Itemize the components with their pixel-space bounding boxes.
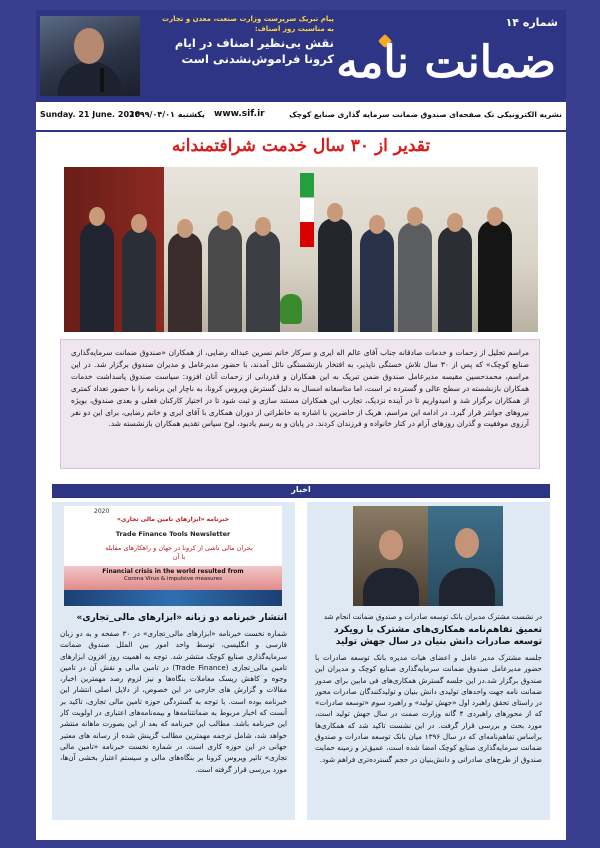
person-head [89, 207, 105, 226]
person-head [407, 207, 423, 226]
person-head [217, 211, 233, 230]
plant-icon [280, 294, 302, 324]
minister-photo [40, 16, 140, 96]
person-figure [438, 226, 472, 332]
header-news-line1: پیام تبریک سرپرست وزارت صنعت، معدن و تجارت [162, 15, 334, 23]
person-figure [360, 228, 394, 332]
person-head [327, 203, 343, 222]
right-article-kicker: در نشست مشترک مدیران بانک توسعه صادرات و صندوق ضمانت انجام شد [323, 613, 542, 621]
person-head [369, 215, 385, 234]
article-column-left [52, 502, 295, 820]
newsletter-page [36, 10, 566, 840]
left-article-title[interactable]: انتشار خبرنامه دو زبانه «ابزارهای مالی_تجاری» [76, 613, 287, 623]
date-english: Sunday. 21 June. 2020 [40, 110, 141, 119]
masthead [36, 10, 566, 102]
main-headline: تقدیر از ۳۰ سال خدمت شرافتمندانه [171, 136, 431, 156]
website-link[interactable]: www.sif.ir [214, 109, 265, 119]
newsletter-tagline: نشریه الکترونیکی تک صفحه‌ای صندوق ضمانت سرمایه گذاری صنایع کوچک [289, 110, 562, 119]
cover-subtitle-en-1: Financial crisis in the world resulted from [102, 568, 244, 575]
executives-photo[interactable] [353, 506, 503, 606]
photo-figure-head [74, 28, 104, 64]
ceremony-group-photo [64, 167, 538, 332]
executive-head [455, 528, 479, 558]
right-article-title[interactable]: تعمیق تفاهم‌نامه همکاری‌های مشترک با رویکرد توسعه صادرات دانش بنیان در سال جهش تولید [333, 625, 542, 647]
person-figure [246, 230, 280, 332]
news-section-bar [52, 484, 550, 498]
flag-icon [300, 173, 314, 247]
person-head [131, 214, 147, 233]
header-news-headline: نقش بی‌نظیر اصناف در ایام کرونا فراموش‌نشدنی است [174, 36, 334, 66]
executive-body [439, 568, 495, 606]
intro-article-text: مراسم تجلیل از زحمات و خدمات صادقانه جناب آقای عالم اله ایری و سرکار خانم نسرین عبداله رضایی، از همکاران «صندوق ضمانت سرمایه‌گذاری صنایع کوچک» که پس از ۳۰ سال تلاش خستگی ناپذیر، به افتخار بازنشستگی نائل آمدند، با حضور مدیرعامل و مدیران صندوق برگزار شد. در این مراسم، محمدحسین مقیسه مدیرعامل صندوق ضمن تبریک به این همکاران و قدردانی از زحمات آنان افزود: سیاست صندوق پاسداشت خدمات همکاران بازنشسته در سطح عالی و گسترده تر است، اما متاسفانه امسال به دلیل گسترش ویروس کرونا، به ناچار این برنامه را با حضور تعداد کمتری از همکاران برگزار شد و امیدواریم تا در آینده نزدیک، تجارب این همکاران مستند سازی و ثبت شود تا در اختیار کارکنان فعلی و بعدی صندوق، بویژه نیروهای جوانتر قرار گیرد. در ادامه این مراسم، هریک از حاضرین با اشاره به خاطراتی از دوران همکاری با آقای ایری و خانم رضایی، برای این دو نفر آرزوی موفقیت و گذران روزهای آرام در کنار خانواده و فرزندان کردند. در پایان و به رسم یادبود، لوح سپاس تقدیم همکاران بازنشسته شد. [60, 339, 540, 469]
microphone-icon [100, 68, 104, 92]
person-head [255, 217, 271, 236]
cover-subtitle-fa: بحران مالی ناشی از کرونا در جهان و راهکارهای مقابله با آن [105, 544, 253, 561]
date-persian: یکشنبه ۱۳۹۹/۰۴/۰۱ [130, 110, 205, 119]
left-article-text: شماره نخست خبرنامه «ابزارهای مالی_تجاری» در ۳۰ صفحه و به دو زبان فارسی و انگلیسی، توسط واحد امور بین الملل صندوق ضمانت سرمایه‌گذاری صنایع کوچک منتشر شد. توجه به اهمیت روز افزون ابزارهای تامین مالی_تجاری (Trade Finance) در تامین مالی و نقش آن در تامین وجوه و کاهش ریسک معاملات بنگاه‌ها و نیز لزوم رصد مهمترین اخبار، مقالات و گزارش های خارجی در این خصوص، از دلایل اصلی انتشار این خبرنامه بوده است. با توجه به گستردگی حوزه تامین مالی تجاری، تاکید بر آنست که اخبار مربوط به ضمانتنامه‌ها و بیمه‌نامه‌های اعتباری در اولویت کار این خبرنامه باشد. مطالب این خبرنامه که بعد از این بصورت ماهانه منتشر خواهد شد، شامل ترجمه مهمترین مطالب گزینش شده از رسانه های معتبر جهانی در این حوزه کاری است. در شماره نخست خبرنامه «تامین مالی تجاری» تاثیر ویروس کرونا بر بنگاه‌های مالی و سیستم اعتبار بخشی آن‌ها، مورد بررسی قرار گرفته است. [60, 629, 287, 774]
cover-stock-board [64, 590, 282, 606]
header-news-line2: به مناسبت روز اصناف: [254, 25, 334, 33]
news-section-label: اخبار [291, 485, 311, 494]
person-head [447, 213, 463, 232]
person-figure [168, 232, 202, 332]
article-column-right [307, 502, 550, 820]
trade-finance-newsletter-cover[interactable] [64, 506, 282, 606]
cover-subtitle-en-2: Corona Virus & impulsive measures [124, 576, 222, 582]
person-figure [318, 218, 352, 332]
cover-title-en: Trade Finance Tools Newsletter [115, 530, 231, 538]
person-head [177, 219, 193, 238]
person-head [487, 207, 503, 226]
photo-figure-body [58, 62, 122, 96]
issue-number: شماره ۱۴ [505, 16, 558, 29]
person-figure [80, 222, 114, 332]
info-bar [36, 102, 566, 132]
person-figure [478, 220, 512, 332]
person-figure [122, 228, 156, 332]
person-figure [208, 224, 242, 332]
executive-body [363, 568, 419, 606]
header-news[interactable] [144, 14, 334, 67]
cover-title-fa: خبرنامه «ابزارهای تامین مالی تجاری» [116, 516, 230, 523]
person-figure [398, 222, 432, 332]
newsletter-logo: ضمانت نامه [336, 37, 556, 88]
cover-year: 2020 [94, 508, 110, 515]
right-article-text: جلسه مشترک مدیر عامل و اعضای هیات مدیره بانک توسعه صادرات با حضور مدیرعامل صندوق ضمانت سرمایه‌گذاری صنایع کوچک و مدیران این صندوق برگزار شد.در این جلسه گسترش همکاری‌ها‌ی فی مابین برای صدور ضمانت نامه جهت واحدهای تولیدی دانش بنیان و تولیدکنندگان صادرات محور در راستای تحقق راهبرد اول «جهش تولید» و راهبرد سوم «توسعه صادرات» که از محورهای راهبردی ۴ گانه وزارت صمت در سال جهش تولید است، مورد بحث و بررسی قرار گرفت. در این نشست تاکید شد که همکاری‌ها براساس تفاهم‌نامه‌ای که در سال ۱۳۹۶ میان بانک توسعه صادرات و صندوق ضمانت سرمایه‌گذاری صنایع کوچک امضا شده است، عمیق‌تر و زمینه حمایت صندوق از طرح‌های صادراتی و دانش‌بنیان در حجم گسترده‌تری فراهم شود. [315, 653, 542, 764]
executive-head [379, 530, 403, 560]
